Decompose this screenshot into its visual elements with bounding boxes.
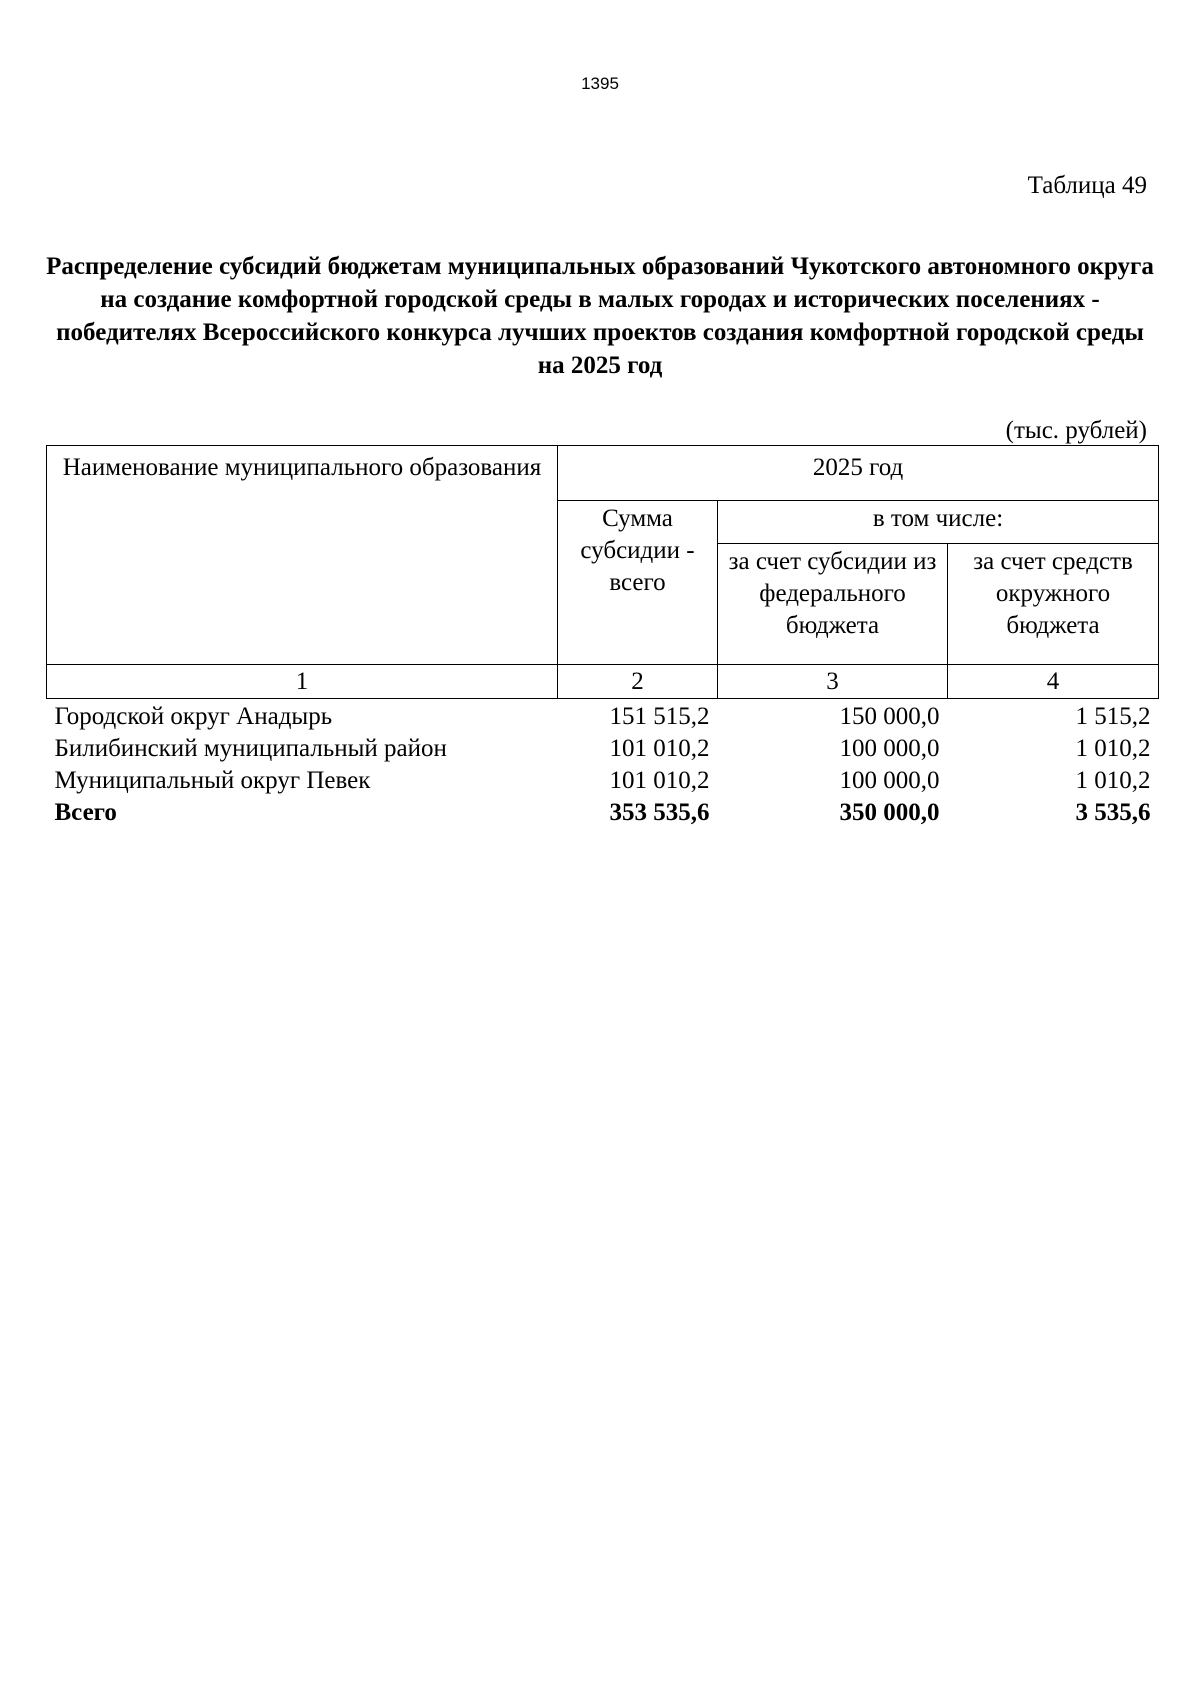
table-label: Таблица 49 [1027,172,1147,199]
federal-budget-value: 100 000,0 [839,735,940,762]
header-total-subsidy: Сумма субсидии - всего [558,501,718,665]
units-label: (тыс. рублей) [1005,417,1147,444]
page-number: 1395 [581,74,619,93]
header-municipality-name: Наименование муниципального образования [47,446,558,665]
table-row [47,765,1159,797]
total-row [47,797,1159,829]
total-label: Всего [54,799,117,826]
column-number: 2 [558,665,718,699]
federal-budget-value: 150 000,0 [839,703,940,730]
header-row [47,446,1159,501]
document-title: Распределение субсидий бюджетам муниципальных образований Чукотского автономного округа на создание комфортной городской среды в малых городах и исторических поселениях - победителях Всероссийского конкурса лучших проектов создания комфортной городской среды на 2025 год [46,253,1154,379]
table-row [47,699,1159,734]
header-regional-budget: за счет средств окружного бюджета [948,544,1159,665]
total-subsidy-sum: 353 535,6 [609,799,710,826]
column-number: 4 [948,665,1159,699]
header-year: 2025 год [558,446,1159,501]
subsidy-table [46,445,1159,829]
federal-budget-value: 100 000,0 [839,767,940,794]
municipality-name: Муниципальный округ Певек [54,767,371,794]
column-number: 3 [718,665,948,699]
regional-budget-value: 1 010,2 [1075,767,1151,794]
regional-budget-value: 1 010,2 [1075,735,1151,762]
total-subsidy-value: 101 010,2 [609,735,710,762]
header-including: в том числе: [718,501,1159,544]
municipality-name: Городской округ Анадырь [54,703,333,730]
header-federal-budget: за счет субсидии из федерального бюджета [718,544,948,665]
column-numbers-row [47,665,1159,699]
total-subsidy-value: 151 515,2 [609,703,710,730]
municipality-name: Билибинский муниципальный район [54,735,447,762]
federal-budget-sum: 350 000,0 [839,799,940,826]
regional-budget-sum: 3 535,6 [1075,799,1151,826]
regional-budget-value: 1 515,2 [1075,703,1151,730]
total-subsidy-value: 101 010,2 [609,767,710,794]
column-number: 1 [47,665,558,699]
table-row [47,733,1159,765]
